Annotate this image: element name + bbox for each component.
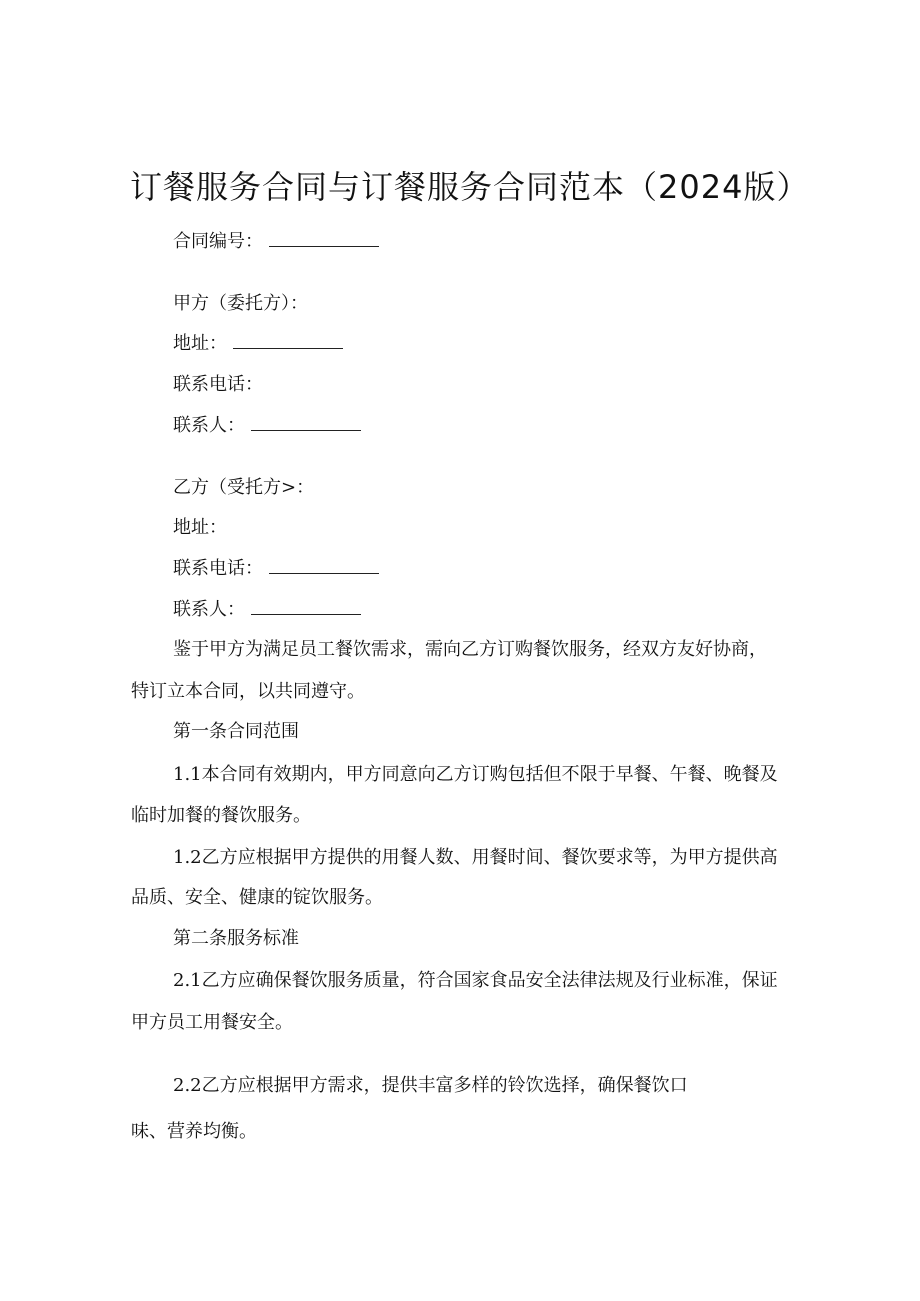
party-a-contact-blank [251, 414, 361, 431]
preamble-line-1: 鉴于甲方为满足员工餐饮需求，需向乙方订购餐饮服务，经双方友好协商， [173, 639, 767, 660]
preamble-line-2: 特订立本合同，以共同遵守。 [131, 681, 365, 702]
party-a-address-blank [233, 332, 343, 349]
document-title: 订餐服务合同与订餐服务合同范本（2024版） [130, 168, 810, 206]
clause-1-1-line-1: 1.1本合同有效期内，甲方同意向乙方订购包括但不限于早餐、午餐、晚餐及 [173, 764, 778, 785]
clause-1-2-line-1: 1.2乙方应根据甲方提供的用餐人数、用餐时间、餐饮要求等，为甲方提供高 [173, 847, 778, 868]
party-a-address-row [173, 332, 343, 356]
contract-number-blank [269, 230, 379, 247]
clause-1-2-line-2: 品质、安全、健康的锭饮服务。 [131, 887, 383, 908]
party-a-contact-label: 联系人： [173, 415, 245, 436]
clause-2-1-line-1: 2.1乙方应确保餐饮服务质量，符合国家食品安全法律法规及行业标准，保证 [173, 970, 778, 991]
clause-2-2-line-1: 2.2乙方应根据甲方需求，提供丰富多样的铃饮选择，确保餐饮口 [173, 1075, 688, 1096]
contract-number-label: 合同编号： [173, 231, 263, 252]
clause-2-2-line-2: 味、营养均衡。 [131, 1121, 257, 1142]
party-a-label: 甲方（委托方）： [173, 293, 308, 314]
party-a-address-label: 地址： [173, 333, 227, 354]
party-b-address-label: 地址： [173, 517, 227, 538]
party-b-contact-blank [251, 598, 361, 615]
article-2-heading: 第二条服务标准 [173, 928, 299, 949]
party-b-phone-blank [269, 557, 379, 574]
party-b-phone-label: 联系电话： [173, 558, 263, 579]
contract-number-row [173, 230, 379, 254]
party-a-contact-row [173, 414, 361, 438]
party-b-contact-label: 联系人： [173, 599, 245, 620]
article-1-heading: 第一条合同范围 [173, 721, 299, 742]
party-b-phone-row [173, 557, 379, 581]
clause-1-1-line-2: 临时加餐的餐饮服务。 [131, 805, 311, 826]
party-a-phone-label: 联系电话： [173, 374, 263, 395]
party-b-contact-row [173, 598, 361, 622]
party-b-label: 乙方（受托方>： [173, 477, 315, 498]
clause-2-1-line-2: 甲方员工用餐安全。 [131, 1012, 293, 1033]
